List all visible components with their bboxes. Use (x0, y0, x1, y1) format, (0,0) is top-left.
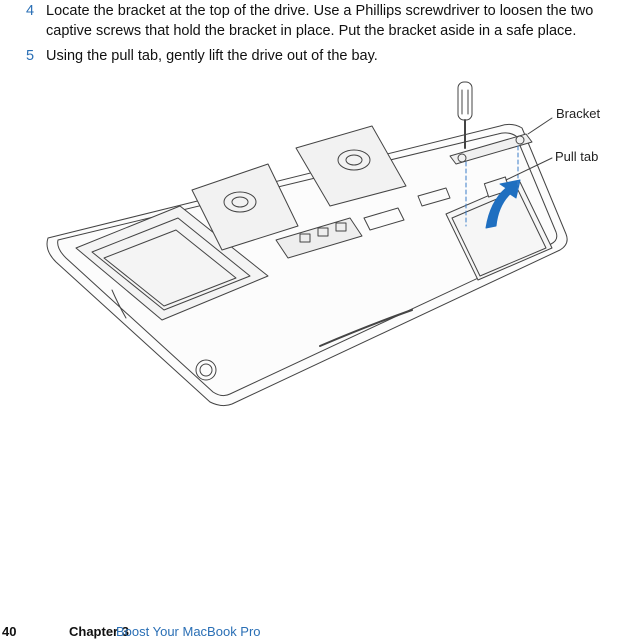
macbook-bottom-case-illustration (40, 78, 624, 418)
page-footer (0, 624, 624, 641)
pull-tab-callout-label: Pull tab (555, 149, 599, 164)
chapter-title: Boost Your MacBook Pro (116, 624, 261, 639)
chapter-label: Chapter 3 (69, 624, 129, 639)
step-text: Using the pull tab, gently lift the drive out of the bay. (46, 48, 378, 64)
bracket-callout-label: Bracket (556, 106, 601, 121)
step-text: Locate the bracket at the top of the drive. Use a Phillips screwdriver to loosen the two captive screws that hold the bracket in place. Put the bracket aside in a safe place. (46, 3, 594, 39)
step-number: 4 (26, 3, 35, 19)
page-number: 40 (2, 624, 17, 639)
bracket-leader-line (528, 118, 552, 134)
step-number: 5 (26, 48, 35, 64)
